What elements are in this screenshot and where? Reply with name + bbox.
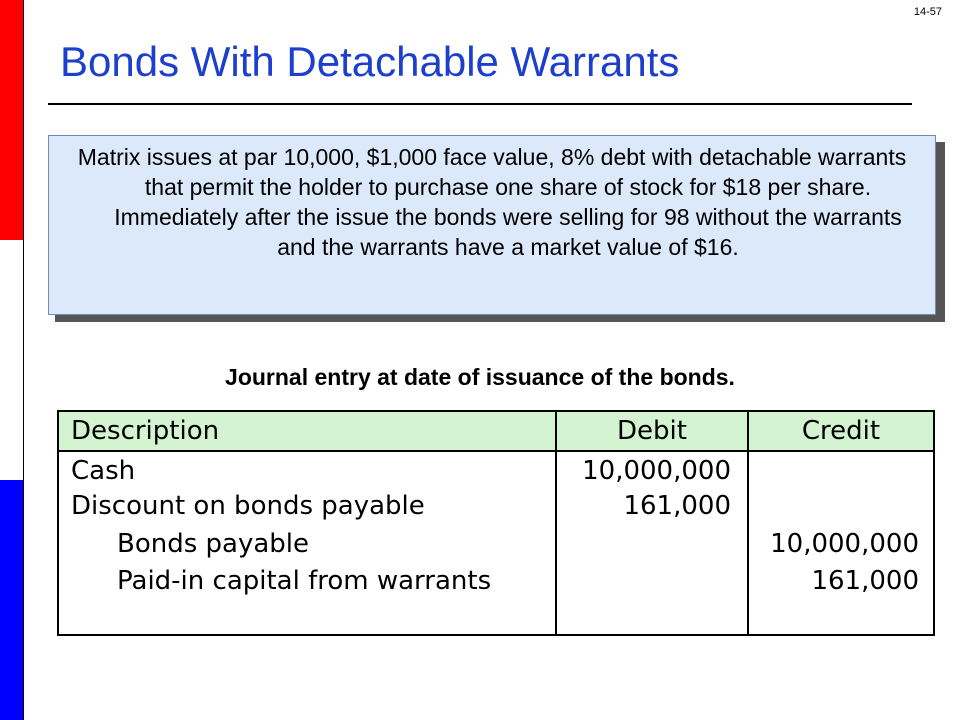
journal-caption: Journal entry at date of issuance of the bonds. <box>225 364 735 390</box>
row-description: Paid-in capital from warrants <box>117 566 492 596</box>
header-debit: Debit <box>617 416 687 446</box>
row-description: Discount on bonds payable <box>71 491 425 521</box>
problem-callout <box>48 135 936 315</box>
red-stripe <box>0 0 24 240</box>
row-credit: 161,000 <box>811 566 919 596</box>
slide-number: 14-57 <box>913 6 942 18</box>
row-credit: 10,000,000 <box>770 529 919 559</box>
journal-entry-table <box>57 410 935 636</box>
row-debit: 10,000,000 <box>582 456 731 486</box>
header-credit: Credit <box>801 416 881 446</box>
row-description: Bonds payable <box>117 529 310 559</box>
header-description: Description <box>71 416 220 446</box>
slide-title: Bonds With Detachable Warrants <box>60 38 680 85</box>
title-underline <box>48 103 912 105</box>
blue-stripe <box>0 480 24 720</box>
stripe-edge-line <box>23 0 24 720</box>
white-stripe <box>0 240 24 480</box>
callout-text: Matrix issues at par 10,000, $1,000 face value, 8% debt with detachable warrants that permit the holder to purchase one share of stock for $18 per share. Immediately after the issue the bonds were selling for 98 without the warrants and the warrants have a market value of $16. <box>77 144 907 260</box>
row-debit: 161,000 <box>623 491 731 521</box>
row-description: Cash <box>71 456 136 486</box>
